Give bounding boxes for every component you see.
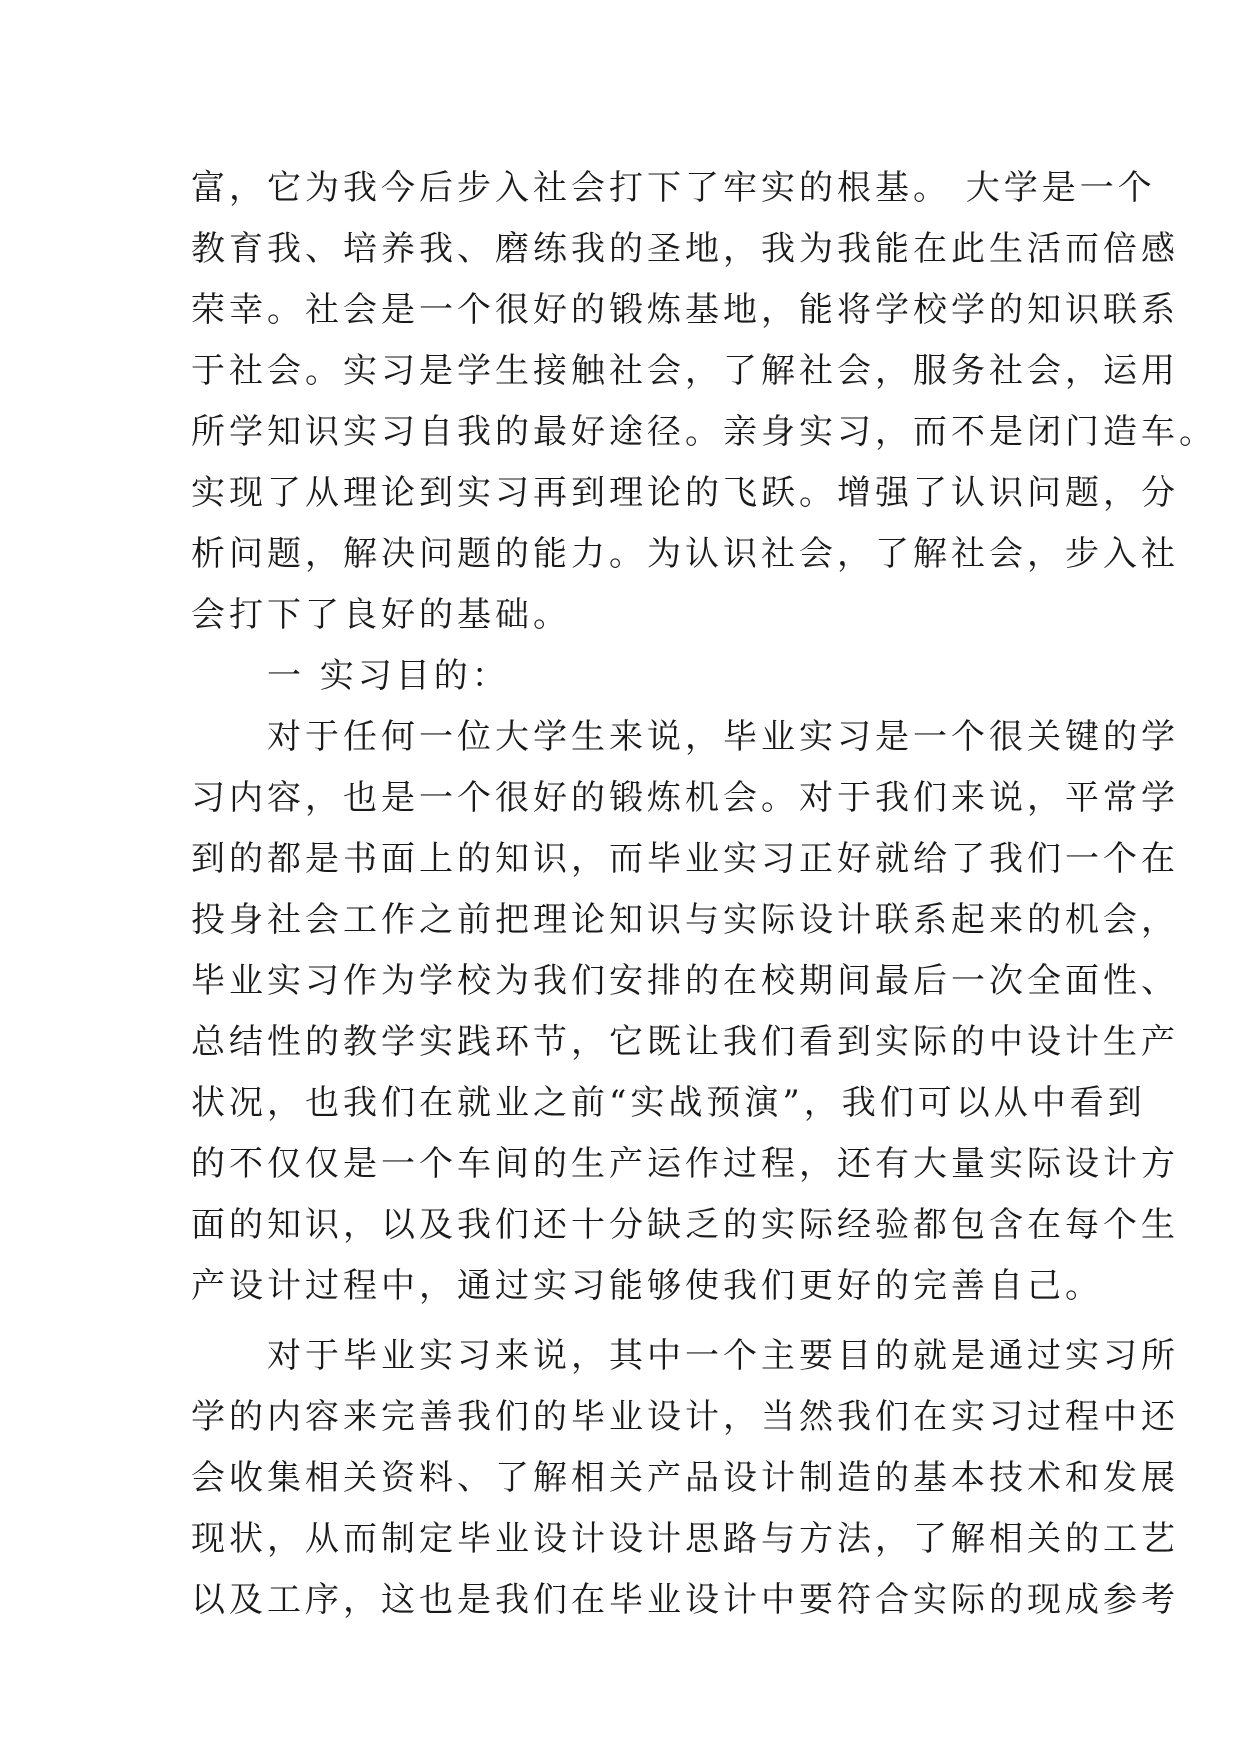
text-line: 以及工序，这也是我们在毕业设计中要符合实际的现成参考: [191, 1580, 1179, 1620]
text-line: 对于毕业实习来说，其中一个主要目的就是通过实习所: [191, 1336, 1179, 1376]
text-line: 荣幸。社会是一个很好的锻炼基地，能将学校学的知识联系: [191, 290, 1179, 330]
text-line: 的不仅仅是一个车间的生产运作过程，还有大量实际设计方: [191, 1144, 1179, 1184]
text-line: 产设计过程中，通过实习能够使我们更好的完善自己。: [191, 1266, 1103, 1306]
text-line: 析问题，解决问题的能力。为认识社会，了解社会，步入社: [191, 534, 1179, 574]
text-line: 现状，从而制定毕业设计设计思路与方法，了解相关的工艺: [191, 1519, 1179, 1559]
text-line: 对于任何一位大学生来说，毕业实习是一个很关键的学: [191, 717, 1179, 757]
text-line: 富，它为我今后步入社会打下了牢实的根基。 大学是一个: [191, 168, 1156, 208]
text-line: 到的都是书面上的知识，而毕业实习正好就给了我们一个在: [191, 839, 1179, 879]
text-line: 学的内容来完善我们的毕业设计，当然我们在实习过程中还: [191, 1397, 1179, 1437]
text-line: 于社会。实习是学生接触社会，了解社会，服务社会，运用: [191, 351, 1179, 391]
text-line: 所学知识实习自我的最好途径。亲身实习，而不是闭门造车。: [191, 412, 1217, 452]
text-line: 面的知识，以及我们还十分缺乏的实际经验都包含在每个生: [191, 1205, 1179, 1245]
text-line: 毕业实习作为学校为我们安排的在校期间最后一次全面性、: [191, 961, 1179, 1001]
text-line: 教育我、培养我、磨练我的圣地，我为我能在此生活而倍感: [191, 229, 1179, 269]
section-heading: 一 实习目的：: [191, 656, 510, 696]
text-line: 习内容，也是一个很好的锻炼机会。对于我们来说，平常学: [191, 778, 1179, 818]
text-line: 会打下了良好的基础。: [191, 595, 571, 635]
text-line: 总结性的教学实践环节，它既让我们看到实际的中设计生产: [191, 1022, 1179, 1062]
text-line: 会收集相关资料、了解相关产品设计制造的基本技术和发展: [191, 1458, 1179, 1498]
text-line: 状况，也我们在就业之前“实战预演”，我们可以从中看到: [191, 1083, 1146, 1123]
text-line: 投身社会工作之前把理论知识与实际设计联系起来的机会，: [191, 900, 1179, 940]
document-body: [191, 158, 1217, 1631]
text-line: 实现了从理论到实习再到理论的飞跃。增强了认识问题，分: [191, 473, 1179, 513]
